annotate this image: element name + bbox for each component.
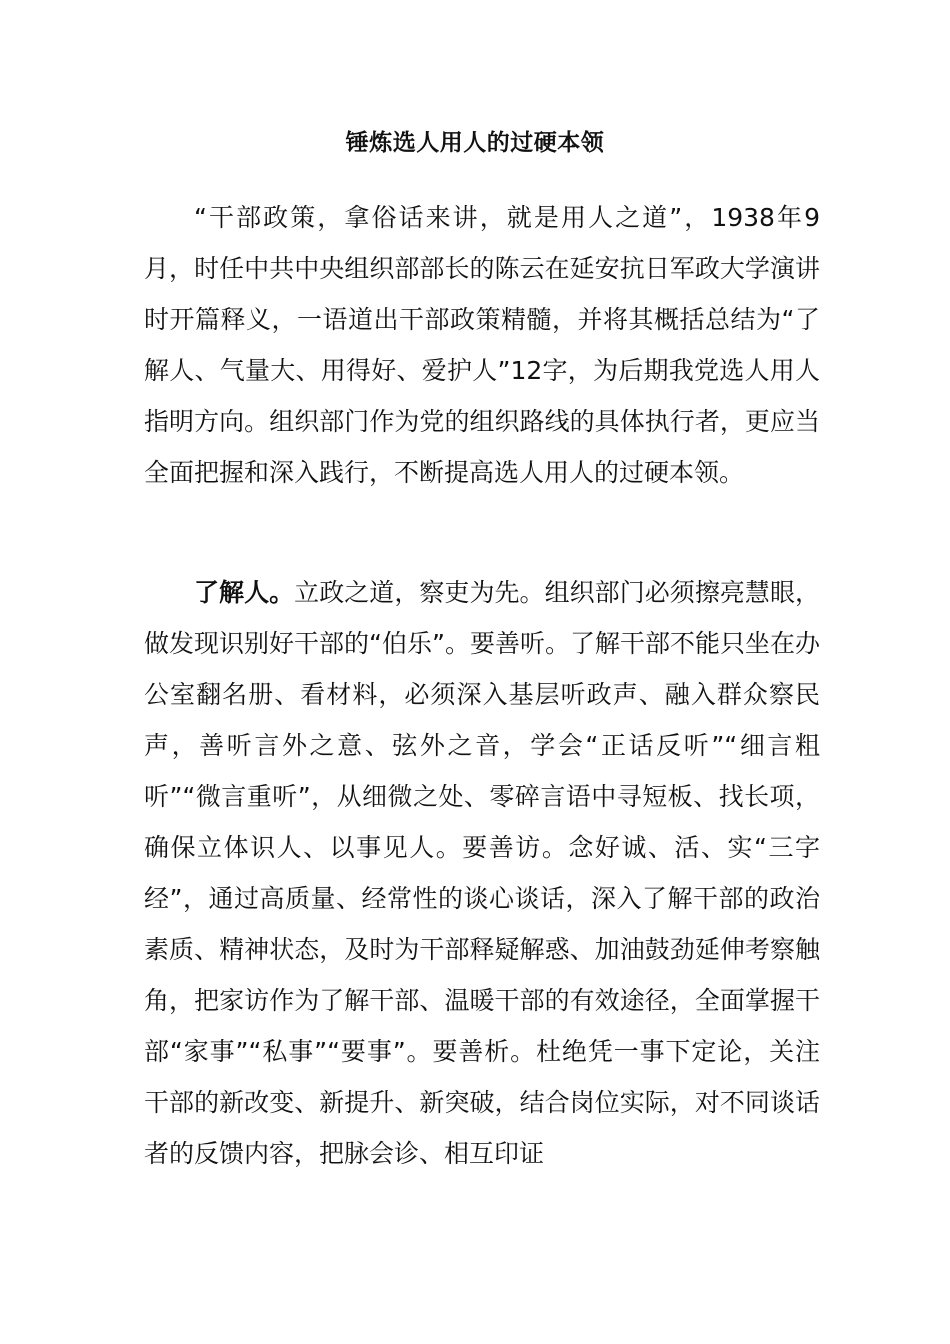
paragraph-understand-people (144, 567, 820, 1179)
paragraph-lead-heading: 了解人。 (194, 578, 295, 607)
paragraph-intro: “干部政策，拿俗话来讲，就是用人之道”，1938年9月，时任中共中央组织部部长的陈云在延安抗日军政大学演讲时开篇释义，一语道出干部政策精髓，并将其概括总结为“了解人、气量大、用得好、爱护人”12字，为后期我党选人用人指明方向。组织部门作为党的组织路线的具体执行者，更应当全面把握和深入践行，不断提高选人用人的过硬本领。 (144, 203, 820, 487)
document-title: 锤炼选人用人的过硬本领 (345, 130, 605, 156)
paragraph-body: 立政之道，察吏为先。组织部门必须擦亮慧眼，做发现识别好干部的“伯乐”。要善听。了解干部不能只坐在办公室翻名册、看材料，必须深入基层听政声、融入群众察民声，善听言外之意、弦外之音，学会“正话反听”“细言粗听”“微言重听”，从细微之处、零碎言语中寻短板、找长项，确保立体识人、以事见人。要善访。念好诚、活、实“三字经”，通过高质量、经常性的谈心谈话，深入了解干部的政治素质、精神状态，及时为干部释疑解惑、加油鼓劲延伸考察触角，把家访作为了解干部、温暖干部的有效途径，全面掌握干部“家事”“私事”“要事”。要善析。杜绝凭一事下定论，关注干部的新改变、新提升、新突破，结合岗位实际，对不同谈话者的反馈内容，把脉会诊、相互印证 (144, 578, 820, 1168)
